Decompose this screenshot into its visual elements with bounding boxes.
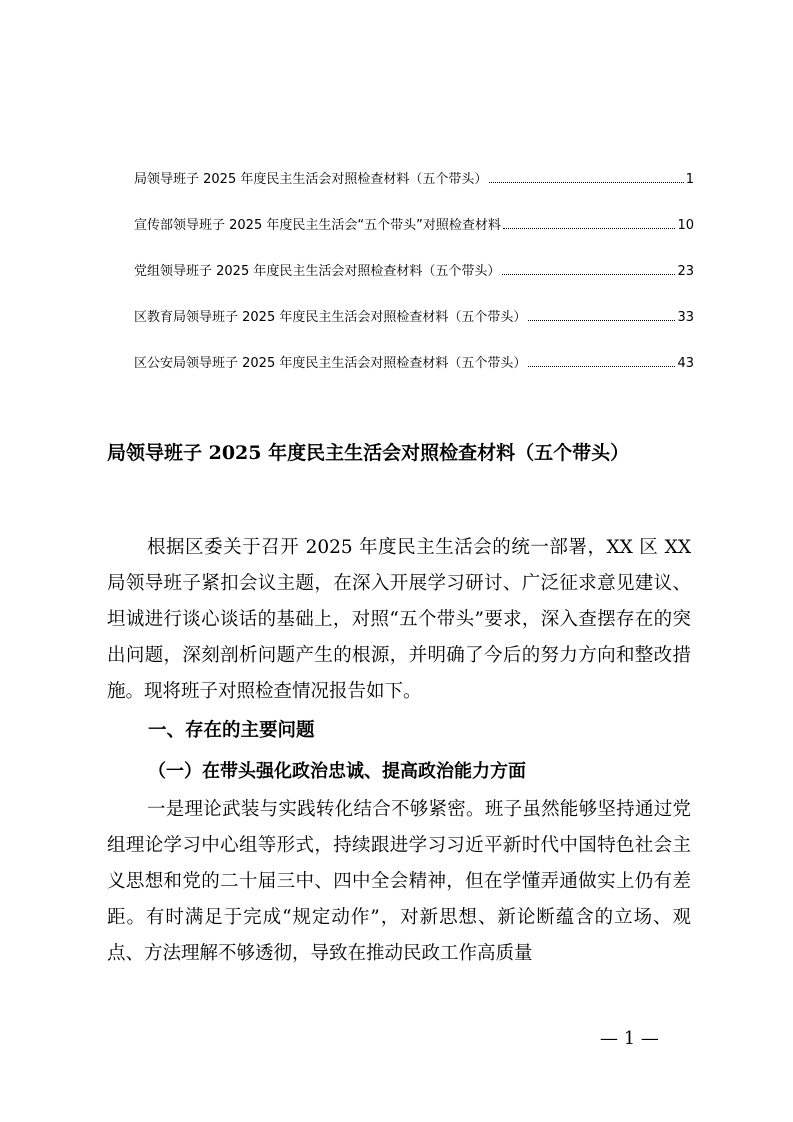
toc-entry[interactable] xyxy=(134,260,694,280)
toc-entry-title: 局领导班子 2025 年度民主生活会对照检查材料（五个带头） xyxy=(134,172,488,187)
toc-entry-title: 区公安局领导班子 2025 年度民主生活会对照检查材料（五个带头） xyxy=(134,356,527,371)
toc-entry[interactable] xyxy=(134,214,694,234)
body-paragraph: 一是理论武装与实践转化结合不够紧密。班子虽然能够坚持通过党组理论学习中心组等形式，持续跟进学习习近平新时代中国特色社会主义思想和党的二十届三中、四中全会精神，但在学懂弄通做实上仍有差距。有时满足于完成“规定动作”，对新思想、新论断蕴含的立场、观点、方法理解不够透彻，导致在推动民政工作高质量 xyxy=(107,799,691,964)
table-of-contents xyxy=(134,168,694,398)
toc-leader-dots xyxy=(489,182,683,183)
toc-entry-title: 宣传部领导班子 2025 年度民主生活会“五个带头”对照检查材料 xyxy=(134,218,501,233)
subsection-heading: （一）在带头强化政治忠诚、提高政治能力方面 xyxy=(148,761,526,782)
toc-entry-title: 区教育局领导班子 2025 年度民主生活会对照检查材料（五个带头） xyxy=(134,310,527,325)
page-number: — 1 — xyxy=(600,1028,659,1049)
toc-leader-dots xyxy=(528,366,675,367)
section-heading: 一、存在的主要问题 xyxy=(148,720,315,741)
toc-entry-page: 1 xyxy=(685,172,694,187)
toc-entry-page: 43 xyxy=(677,356,694,371)
toc-leader-dots xyxy=(503,228,676,229)
toc-entry[interactable] xyxy=(134,168,694,188)
toc-entry[interactable] xyxy=(134,352,694,372)
toc-entry[interactable] xyxy=(134,306,694,326)
intro-paragraph: 根据区委关于召开 2025 年度民主生活会的统一部署，XX 区 XX 局领导班子紧扣会议主题，在深入开展学习研讨、广泛征求意见建议、坦诚进行谈心谈话的基础上，对照“五个带头”要求，深入查摆存在的突出问题，深刻剖析问题产生的根源，并明确了今后的努力方向和整改措施。现将班子对照检查情况报告如下。 xyxy=(107,537,691,702)
toc-leader-dots xyxy=(502,274,675,275)
toc-leader-dots xyxy=(528,320,675,321)
toc-entry-page: 33 xyxy=(677,310,694,325)
toc-entry-page: 10 xyxy=(677,218,694,233)
toc-entry-page: 23 xyxy=(677,264,694,279)
toc-entry-title: 党组领导班子 2025 年度民主生活会对照检查材料（五个带头） xyxy=(134,264,501,279)
document-title: 局领导班子 2025 年度民主生活会对照检查材料（五个带头） xyxy=(107,442,630,464)
